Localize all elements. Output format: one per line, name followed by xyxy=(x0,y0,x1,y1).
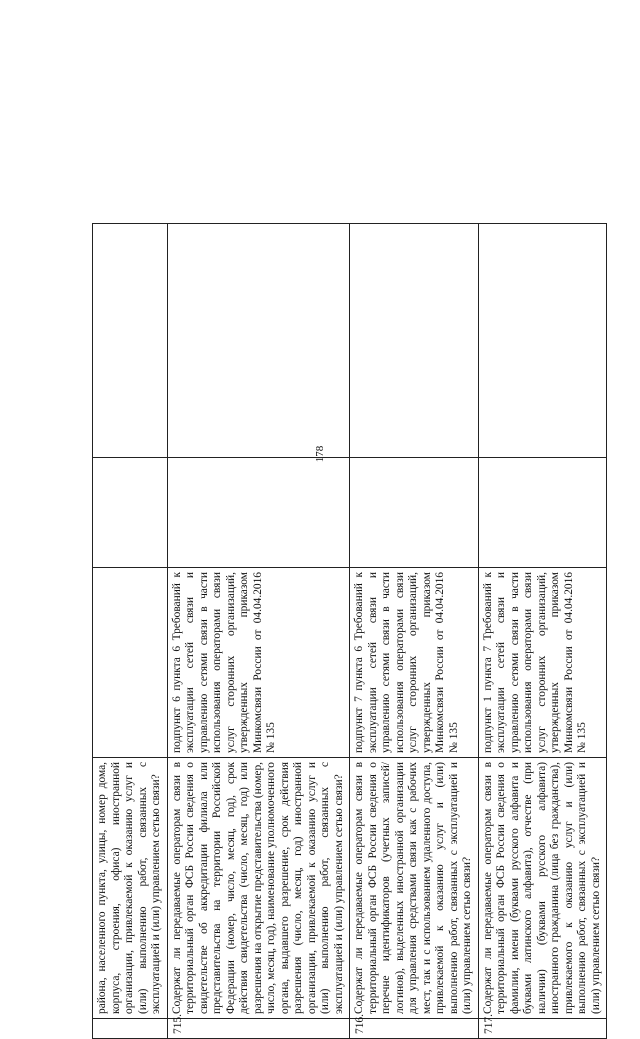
empty-cell xyxy=(93,458,168,568)
empty-cell xyxy=(350,458,479,568)
empty-cell xyxy=(478,224,607,458)
row-number xyxy=(93,1019,168,1039)
table-row xyxy=(350,224,479,1039)
question-cell: Содержат ли передаваемые операторам связи в территориальный орган ФСБ России сведения о свидетельстве об аккредитации филиала или представительства на территории Российской Федерации (номер, число, месяц, год), срок действия свидетельства (число, месяц, год) или разрешения на открытие представительства (номер, число, месяц, год), наименование уполномоченного органа, выдавшего разрешение, срок действия разрешения (число, месяц, год) иностранной организации, привлекаемой к оказанию услуг и (или) выполнению работ, связанных с эксплуатацией и (или) управлением сетью связи? xyxy=(167,758,350,1019)
basis-cell xyxy=(93,568,168,758)
basis-cell: подпункт 6 пункта 6 Требований к эксплуатации сетей связи и управлению сетями связи в части использования операторами связи услуг сторонних организаций, утвержденных приказом Минкомсвязи России от 04.04.2016 № 135 xyxy=(167,568,350,758)
question-cell: Содержат ли передаваемые операторам связи в территориальный орган ФСБ России сведения о фамилии, имени (буквами русского алфавита и буквами латинского алфавита), отчестве (при наличии) (буквами русского алфавита) иностранного гражданина (лица без гражданства), привлекаемого к оказанию услуг и (или) выполнению работ, связанных с эксплуатацией и (или) управлением сетью связи? xyxy=(478,758,607,1019)
question-cell: района, населенного пункта, улицы, номер дома, корпуса, строения, офиса) иностранной организации, привлекаемой к оказанию услуг и (или) выполнению работ, связанных с эксплуатацией и (или) управлением сетью связи? xyxy=(93,758,168,1019)
basis-cell: подпункт 1 пункта 7 Требований к эксплуатации сетей связи и управлению сетями связи в части использования операторами связи услуг сторонних организаций, утвержденных приказом Минкомсвязи России от 04.04.2016 № 135 xyxy=(478,568,607,758)
table-row xyxy=(93,224,168,1039)
page-number: 178 xyxy=(314,445,326,463)
empty-cell xyxy=(478,458,607,568)
table-row xyxy=(478,224,607,1039)
row-number: 717. xyxy=(478,1019,607,1039)
table-row xyxy=(167,224,350,1039)
empty-cell xyxy=(167,458,350,568)
row-number: 716. xyxy=(350,1019,479,1039)
requirements-table xyxy=(92,223,607,1039)
empty-cell xyxy=(167,224,350,458)
empty-cell xyxy=(350,224,479,458)
rotated-table-wrapper xyxy=(92,224,602,1039)
empty-cell xyxy=(93,224,168,458)
basis-cell: подпункт 7 пункта 6 Требований к эксплуатации сетей связи и управлению сетями связи в части использования операторами связи услуг сторонних организаций, утвержденных приказом Минкомсвязи России от 04.04.2016 № 135 xyxy=(350,568,479,758)
row-number: 715. xyxy=(167,1019,350,1039)
question-cell: Содержат ли передаваемые операторам связи в территориальный орган ФСБ России сведения о перечне идентификаторов (учетных записей/логинов), выделенных иностранной организации для управления средствами связи как с рабочих мест, так и с использованием удаленного доступа, привлекаемой к оказанию услуг и (или) выполнению работ, связанных с эксплуатацией и (или) управлением сетью связи? xyxy=(350,758,479,1019)
